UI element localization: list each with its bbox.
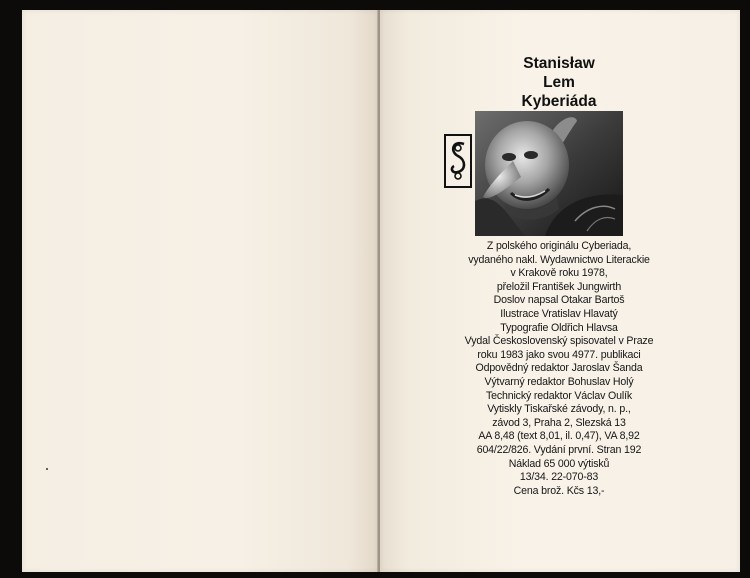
colophon-line: v Krakově roku 1978,: [510, 267, 608, 280]
colophon-line: 604/22/826. Vydání první. Stran 192: [476, 443, 642, 456]
colophon-line: Odpovědný redaktor Jaroslav Šanda: [475, 362, 643, 375]
colophon-line: roku 1983 jako svou 4977. publikaci: [477, 348, 641, 361]
colophon-line: Ilustrace Vratislav Hlavatý: [500, 307, 618, 320]
colophon-line: Vydal Československý spisovatel v Praze: [464, 335, 654, 348]
colophon-line: AA 8,48 (text 8,01, il. 0,47), VA 8,92: [478, 430, 640, 443]
right-page-title: [380, 10, 740, 572]
colophon-line: 13/34. 22-070-83: [519, 471, 599, 484]
title-block: [490, 54, 628, 111]
author-last-name: Lem: [543, 74, 575, 91]
open-book: [22, 10, 740, 572]
colophon-line: Cena brož. Kčs 13,-: [513, 484, 605, 497]
colophon-line: Náklad 65 000 výtisků: [508, 457, 610, 470]
colophon: [448, 240, 670, 498]
colophon-line: přeložil František Jungwirth: [496, 280, 622, 293]
colophon-line: vydaného nakl. Wydawnictwo Literackie: [468, 253, 650, 266]
colophon-line: závod 3, Praha 2, Slezská 13: [492, 416, 626, 429]
colophon-line: Doslov napsal Otakar Bartoš: [493, 294, 625, 307]
author-first-name: Stanisław: [523, 55, 595, 72]
left-page-blank: [22, 10, 378, 572]
colophon-line: Výtvarný redaktor Bohuslav Holý: [484, 375, 634, 388]
book-title: Kyberiáda: [521, 93, 597, 110]
publisher-s-logo-icon: [444, 134, 472, 188]
colophon-line: Z polského originálu Cyberiada,: [486, 240, 632, 252]
colophon-line: Typografie Oldřich Hlavsa: [500, 321, 618, 334]
paper-speck: [46, 468, 48, 470]
colophon-line: Vytiskly Tiskařské závody, n. p.,: [487, 403, 631, 416]
colophon-line: Technický redaktor Václav Oulík: [485, 389, 633, 402]
grotesque-face-illustration: [475, 111, 623, 236]
